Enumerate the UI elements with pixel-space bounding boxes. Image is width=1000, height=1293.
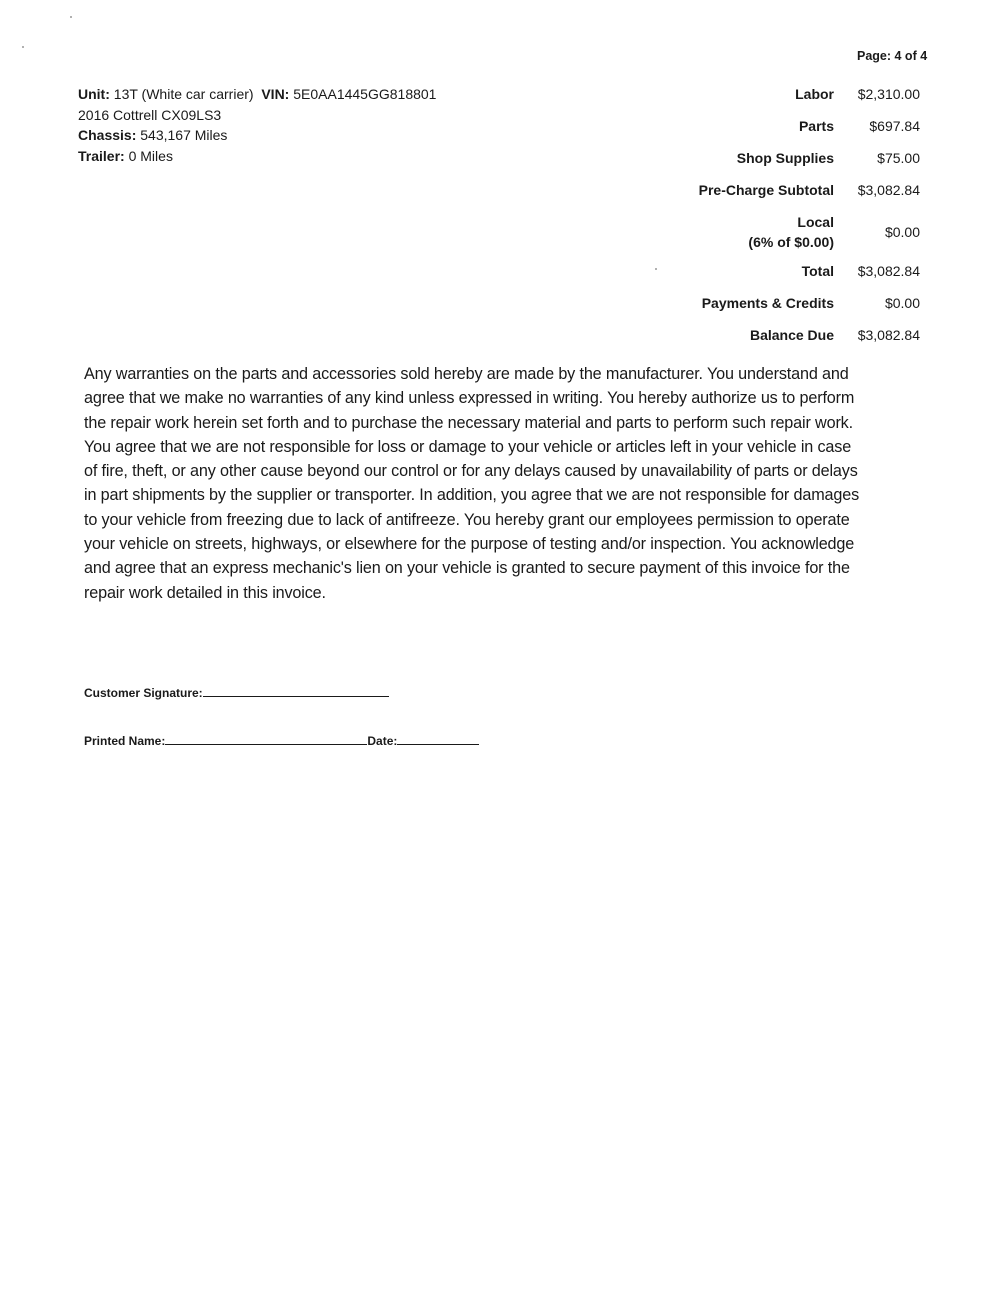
vehicle-model: 2016 Cottrell CX09LS3	[78, 106, 222, 123]
totals-value: $2,310.00	[857, 86, 920, 102]
tax-label: Local	[797, 214, 834, 230]
trailer-label: Trailer:	[78, 147, 125, 164]
legal-line: repair work detailed in this invoice.	[84, 583, 326, 602]
totals-row-total	[640, 261, 922, 281]
totals-label: Total	[801, 263, 834, 279]
totals-value: $0.00	[884, 224, 920, 240]
trailer-line	[78, 146, 436, 167]
totals-value: $3,082.84	[857, 182, 920, 198]
legal-line: and agree that an express mechanic's lien on your vehicle is granted to secure payment of this invoice for the	[84, 559, 850, 578]
warranty-disclaimer	[84, 362, 914, 605]
unit-line	[78, 84, 436, 105]
date-label: Date:	[367, 734, 398, 748]
totals-value: $3,082.84	[857, 327, 920, 343]
totals-row-local-tax	[640, 212, 922, 252]
printed-name-field[interactable]	[84, 732, 479, 748]
date-line[interactable]	[397, 732, 479, 745]
totals-value: $75.00	[877, 150, 920, 166]
scan-speck	[70, 16, 72, 18]
legal-line: of fire, theft, or any other cause beyond our control or for any delays caused by unavailability of parts or delays	[84, 462, 858, 481]
totals-label: Parts	[798, 118, 834, 134]
scan-speck	[22, 46, 24, 48]
legal-line: You agree that we are not responsible for loss or damage to your vehicle or articles left in your vehicle in case	[84, 437, 852, 456]
legal-line: in part shipments by the supplier or transporter. In addition, you agree that we are not responsible for damages	[84, 486, 860, 505]
totals-row-shop-supplies	[640, 148, 922, 168]
legal-line: to your vehicle from freezing due to lack of antifreeze. You hereby grant our employees permission to operate	[84, 510, 850, 529]
legal-line: agree that we make no warranties of any kind unless expressed in writing. You hereby authorize us to perform	[84, 389, 855, 408]
page-number: Page: 4 of 4	[857, 49, 928, 63]
totals-row-pre-charge-subtotal	[640, 180, 922, 200]
tax-sublabel: (6% of $0.00)	[748, 234, 834, 250]
totals-label: Pre-Charge Subtotal	[698, 182, 834, 198]
legal-line: your vehicle on streets, highways, or elsewhere for the purpose of testing and/or inspection. You acknowledge	[84, 535, 855, 554]
totals-row-labor	[640, 84, 922, 104]
totals-label: Payments & Credits	[701, 295, 834, 311]
totals-table	[640, 84, 922, 357]
totals-value: $0.00	[884, 295, 920, 311]
unit-info	[78, 84, 436, 166]
totals-value: $3,082.84	[857, 263, 920, 279]
printed-name-line[interactable]	[165, 732, 367, 745]
totals-value: $697.84	[869, 118, 920, 134]
printed-name-label: Printed Name:	[84, 734, 166, 748]
trailer-value: 0 Miles	[128, 147, 173, 164]
totals-label: Balance Due	[749, 327, 834, 343]
customer-signature-label: Customer Signature:	[84, 686, 203, 700]
totals-label: Labor	[795, 86, 834, 102]
chassis-label: Chassis:	[78, 127, 137, 143]
legal-line: the repair work herein set forth and to purchase the necessary material and parts to perform such repair work.	[84, 413, 853, 432]
totals-label	[640, 212, 834, 252]
chassis-value: 543,167 Miles	[140, 127, 228, 143]
totals-row-balance-due	[640, 325, 922, 345]
totals-row-parts	[640, 116, 922, 136]
unit-value: 13T (White car carrier)	[113, 86, 254, 102]
vin-label: VIN:	[261, 86, 290, 102]
totals-row-payments-credits	[640, 293, 922, 313]
legal-line: Any warranties on the parts and accessories sold hereby are made by the manufacturer. You understand and	[84, 365, 849, 383]
totals-label: Shop Supplies	[736, 150, 834, 166]
customer-signature-line[interactable]	[203, 684, 389, 697]
vin-value: 5E0AA1445GG818801	[293, 86, 437, 102]
unit-label: Unit:	[78, 86, 110, 102]
scan-speck	[655, 268, 657, 270]
customer-signature-field[interactable]	[84, 684, 389, 700]
chassis-line	[78, 125, 436, 146]
